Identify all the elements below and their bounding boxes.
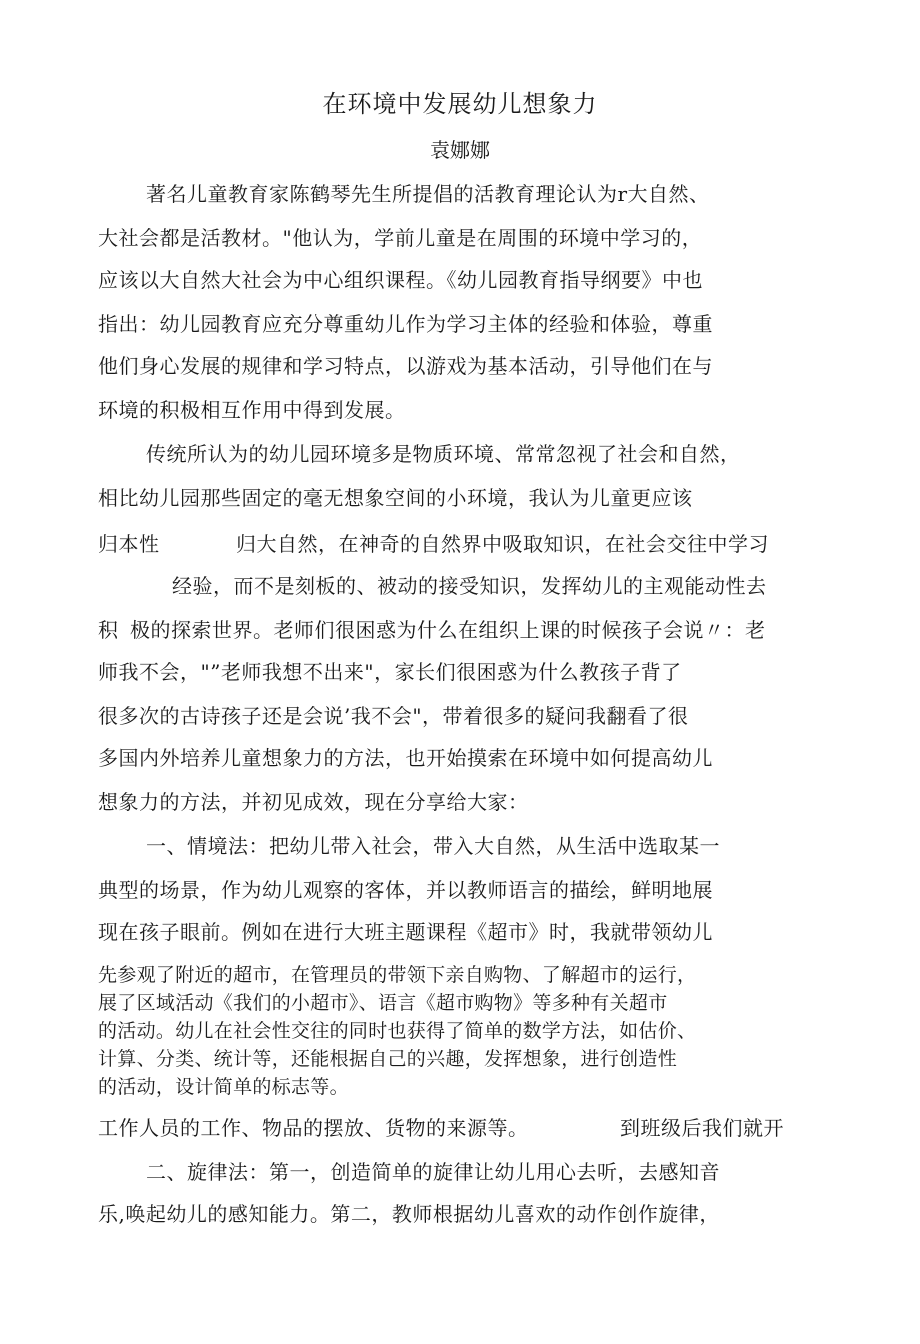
paragraph-line: 相比幼儿园那些固定的毫无想象空间的小环境，我认为儿童更应该 bbox=[98, 486, 693, 510]
paragraph-line: 师我不会，"”老师我想不出来"，家长们很困惑为什么教孩子背了 bbox=[98, 660, 682, 684]
paragraph-line: 传统所认为的幼儿园环境多是物质环境、常常忽视了社会和自然， bbox=[146, 442, 741, 466]
paragraph-line: 归本性 bbox=[98, 532, 160, 556]
paragraph-line: 展了区域活动《我们的小超市》、语言《超市购物》等多种有关超市 bbox=[98, 992, 668, 1014]
paragraph-line: 很多次的古诗孩子还是会说’我不会"，带着很多的疑问我翻看了很 bbox=[98, 704, 689, 728]
paragraph-line: 经验，而不是刻板的、被动的接受知识，发挥幼儿的主观能动性去 bbox=[172, 574, 767, 598]
paragraph-line: 的活动，设计简单的标志等。 bbox=[98, 1076, 349, 1098]
paragraph-line: 多国内外培养儿童想象力的方法，也开始摸索在环境中如何提高幼儿 bbox=[98, 746, 713, 770]
paragraph-line: 想象力的方法，并初见成效，现在分享给大家： bbox=[98, 790, 529, 814]
paragraph-line: 大社会都是活教材。"他认为，学前儿童是在周围的环境中学习的， bbox=[98, 226, 703, 250]
paragraph-line: 指出：幼儿园教育应充分尊重幼儿作为学习主体的经验和体验，尊重 bbox=[98, 312, 713, 336]
paragraph-line: 积 bbox=[98, 618, 119, 642]
paragraph-line: 极的探索世界。老师们很困惑为什么在组织上课的时候孩子会说〃：老 bbox=[130, 618, 766, 642]
paragraph-line: 环境的积极相互作用中得到发展。 bbox=[98, 398, 406, 422]
paragraph-line: 乐,唤起幼儿的感知能力。第二，教师根据幼儿喜欢的动作创作旋律， bbox=[98, 1202, 720, 1226]
paragraph-line: 先参观了附近的超市，在管理员的带领下亲自购物、了解超市的运行， bbox=[98, 964, 697, 986]
paragraph-line: 应该以大自然大社会为中心组织课程。《幼儿园教育指导纲要》中也 bbox=[98, 268, 703, 292]
document-author: 袁娜娜 bbox=[430, 138, 490, 162]
paragraph-line: 他们身心发展的规律和学习特点，以游戏为基本活动，引导他们在与 bbox=[98, 354, 713, 378]
paragraph-line: 的活动。幼儿在社会性交往的同时也获得了简单的数学方法，如估价、 bbox=[98, 1020, 697, 1042]
paragraph-line: 计算、分类、统计等，还能根据自己的兴趣，发挥想象，进行创造性 bbox=[98, 1048, 678, 1070]
document-title: 在环境中发展幼儿想象力 bbox=[322, 90, 598, 118]
paragraph-line: 工作人员的工作、物品的摆放、货物的来源等。 bbox=[98, 1116, 529, 1140]
paragraph-line: 一、情境法：把幼儿带入社会，带入大自然，从生活中选取某一 bbox=[146, 834, 720, 858]
paragraph-line: 典型的场景，作为幼儿观察的客体，并以教师语言的描绘，鲜明地展 bbox=[98, 878, 713, 902]
paragraph-line: 归大自然，在神奇的自然界中吸取知识，在社会交往中学习 bbox=[236, 532, 769, 556]
paragraph-line: 现在孩子眼前。例如在进行大班主题课程《超市》时，我就带领幼儿 bbox=[98, 920, 713, 944]
paragraph-line: 著名儿童教育家陈鹤琴先生所提倡的活教育理论认为r大自然、 bbox=[146, 182, 710, 206]
paragraph-line: 到班级后我们就开 bbox=[620, 1116, 784, 1140]
paragraph-line: 二、旋律法：第一，创造简单的旋律让幼儿用心去听，去感知音 bbox=[146, 1160, 720, 1184]
